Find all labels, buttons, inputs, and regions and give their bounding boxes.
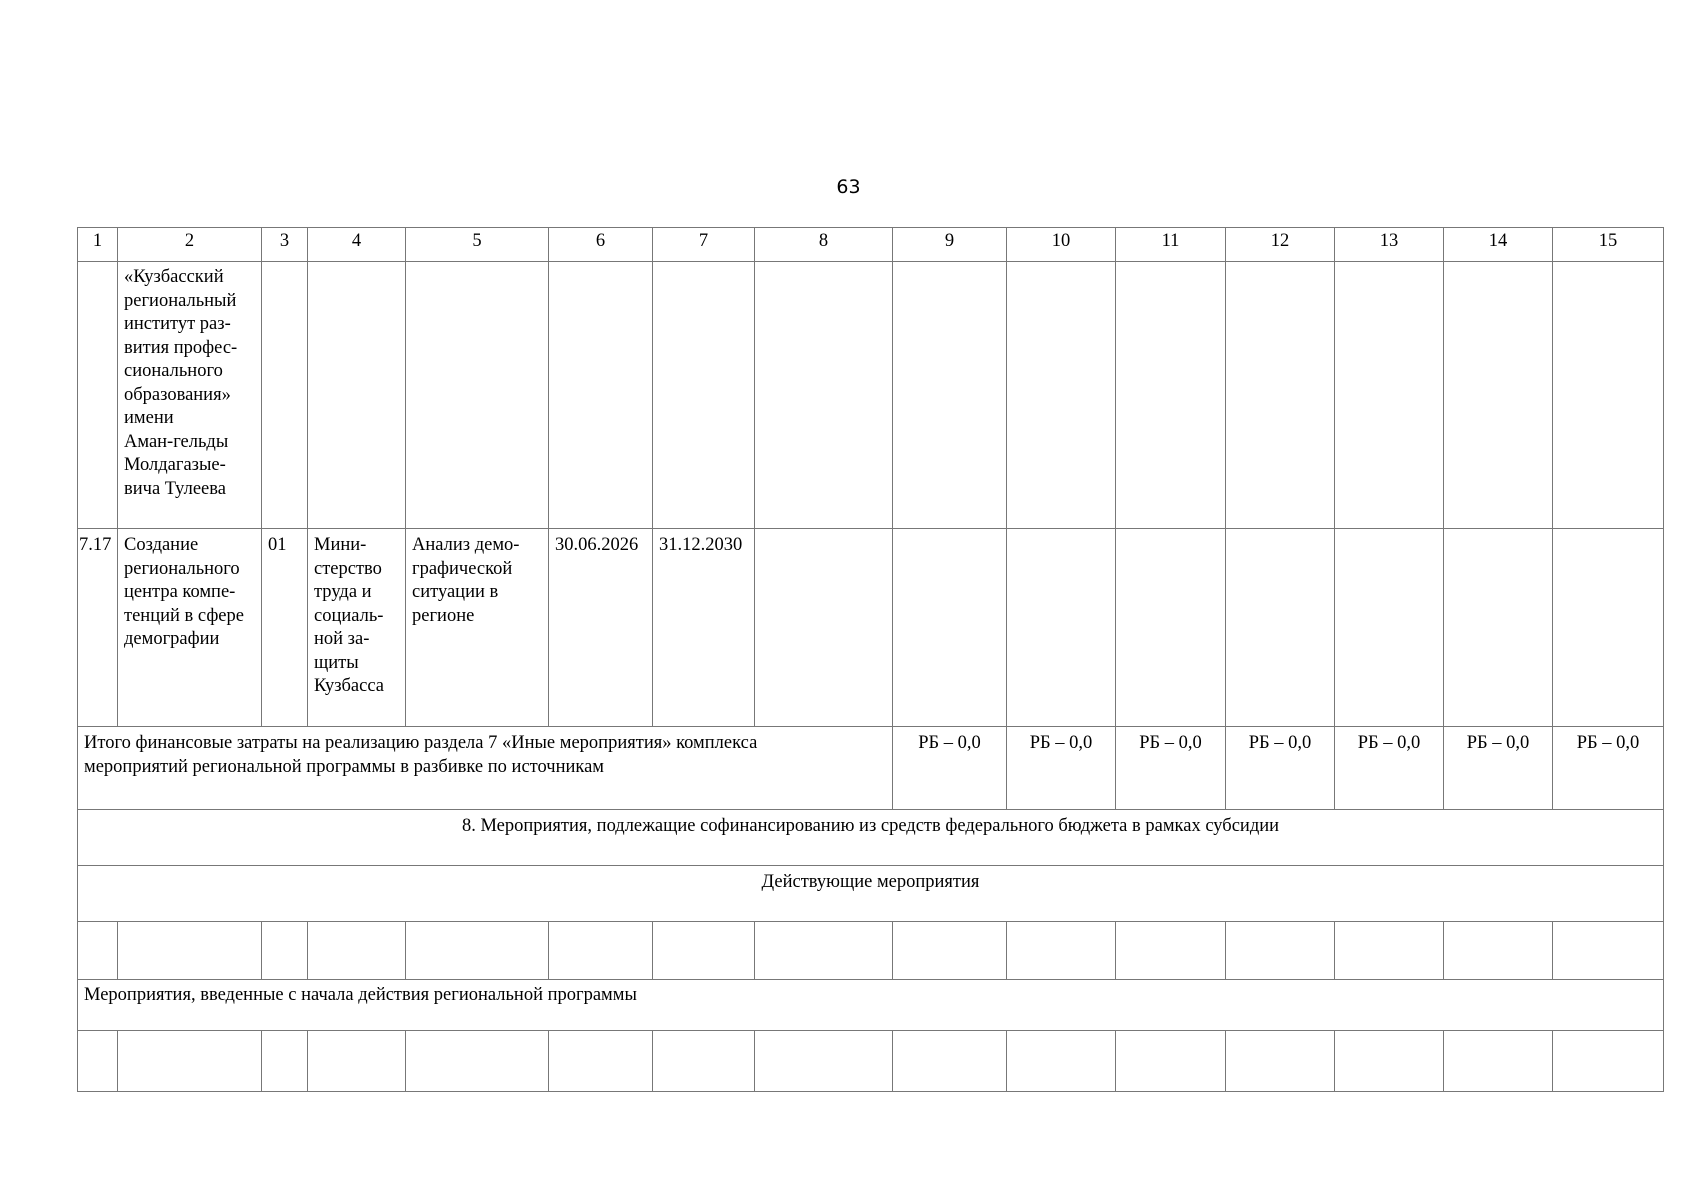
organization-name-cell: «Кузбасский региональный институт раз- вития профес- сионального образования» имени Аман-гельды Молдагазые- вича Тулеева [118,262,262,529]
item-name-cell: Создание регионального центра компе- тенций в сфере демографии [118,529,262,727]
table-cell [118,1031,262,1092]
table-cell [1335,529,1444,727]
table-cell [1007,1031,1116,1092]
table-cell [1116,922,1226,980]
table-cell [308,1031,406,1092]
column-header: 15 [1553,228,1664,262]
column-header: 3 [262,228,308,262]
column-header: 12 [1226,228,1335,262]
table-cell [1553,529,1664,727]
table-cell [893,922,1007,980]
table-row-7-17 [78,529,1664,727]
table-cell [1007,922,1116,980]
finance-value-cell: РБ – 0,0 [1444,727,1553,810]
column-header: 6 [549,228,653,262]
table-cell [1335,262,1444,529]
table-row-continuation [78,262,1664,529]
finance-value-cell: РБ – 0,0 [1116,727,1226,810]
column-header: 1 [78,228,118,262]
finance-value-cell: РБ – 0,0 [1553,727,1664,810]
result-cell: Анализ демо- графической ситуации в регионе [406,529,549,727]
column-header: 5 [406,228,549,262]
table-cell [1116,1031,1226,1092]
column-header: 13 [1335,228,1444,262]
table-cell [549,922,653,980]
table-cell [1226,262,1335,529]
column-header: 11 [1116,228,1226,262]
end-date-cell: 31.12.2030 [653,529,755,727]
table-cell [1226,529,1335,727]
finance-value-cell: РБ – 0,0 [1226,727,1335,810]
table-cell [1444,529,1553,727]
finance-value-cell: РБ – 0,0 [893,727,1007,810]
table-cell [1335,922,1444,980]
table-cell [1116,529,1226,727]
table-cell [118,922,262,980]
table-cell [1007,262,1116,529]
table-cell [262,262,308,529]
subsection-new-title: Мероприятия, введенные с начала действия региональной программы [78,980,1664,1031]
column-header: 14 [1444,228,1553,262]
column-header: 2 [118,228,262,262]
table-cell [1116,262,1226,529]
table-cell [1226,922,1335,980]
column-header: 8 [755,228,893,262]
table-cell [78,1031,118,1092]
subsection-current-row [78,866,1664,922]
table-cell [1007,529,1116,727]
total-row [78,727,1664,810]
table-cell [1553,1031,1664,1092]
table-cell [893,529,1007,727]
table-cell [262,922,308,980]
column-header: 4 [308,228,406,262]
table-cell [755,1031,893,1092]
table-cell [755,529,893,727]
column-header: 9 [893,228,1007,262]
table-cell [893,262,1007,529]
table-cell [653,262,755,529]
section-8-title: 8. Мероприятия, подлежащие софинансированию из средств федерального бюджета в рамках субсидии [78,810,1664,866]
table-cell [262,1031,308,1092]
table-cell [549,262,653,529]
table-cell [893,1031,1007,1092]
item-number-cell: 7.17 [78,529,118,727]
column-number-row [78,228,1664,262]
table-cell [308,922,406,980]
table-cell [1444,922,1553,980]
subsection-new-row [78,980,1664,1031]
table-cell [406,262,549,529]
table-cell [1444,262,1553,529]
table-cell [78,922,118,980]
column-header: 7 [653,228,755,262]
subsection-current-title: Действующие мероприятия [78,866,1664,922]
table-cell [1335,1031,1444,1092]
table-cell [1553,922,1664,980]
page-number: 63 [836,176,861,198]
executor-cell: Мини- стерство труда и социаль- ной за- щиты Кузбасса [308,529,406,727]
start-date-cell: 30.06.2026 [549,529,653,727]
table-cell [653,1031,755,1092]
table-cell [406,922,549,980]
table-cell [1553,262,1664,529]
finance-value-cell: РБ – 0,0 [1335,727,1444,810]
table-cell [755,262,893,529]
table-cell [549,1031,653,1092]
document-table [77,227,1664,1092]
empty-row [78,922,1664,980]
total-label-cell: Итого финансовые затраты на реализацию раздела 7 «Иные мероприятия» комплекса мероприятий региональной программы в разбивке по источникам [78,727,893,810]
table-cell [406,1031,549,1092]
table-cell [653,922,755,980]
column-header: 10 [1007,228,1116,262]
finance-value-cell: РБ – 0,0 [1007,727,1116,810]
empty-row [78,1031,1664,1092]
table-cell [308,262,406,529]
table-cell [1226,1031,1335,1092]
table-cell [78,262,118,529]
item-code-cell: 01 [262,529,308,727]
section-8-row [78,810,1664,866]
table-cell [755,922,893,980]
table-cell [1444,1031,1553,1092]
